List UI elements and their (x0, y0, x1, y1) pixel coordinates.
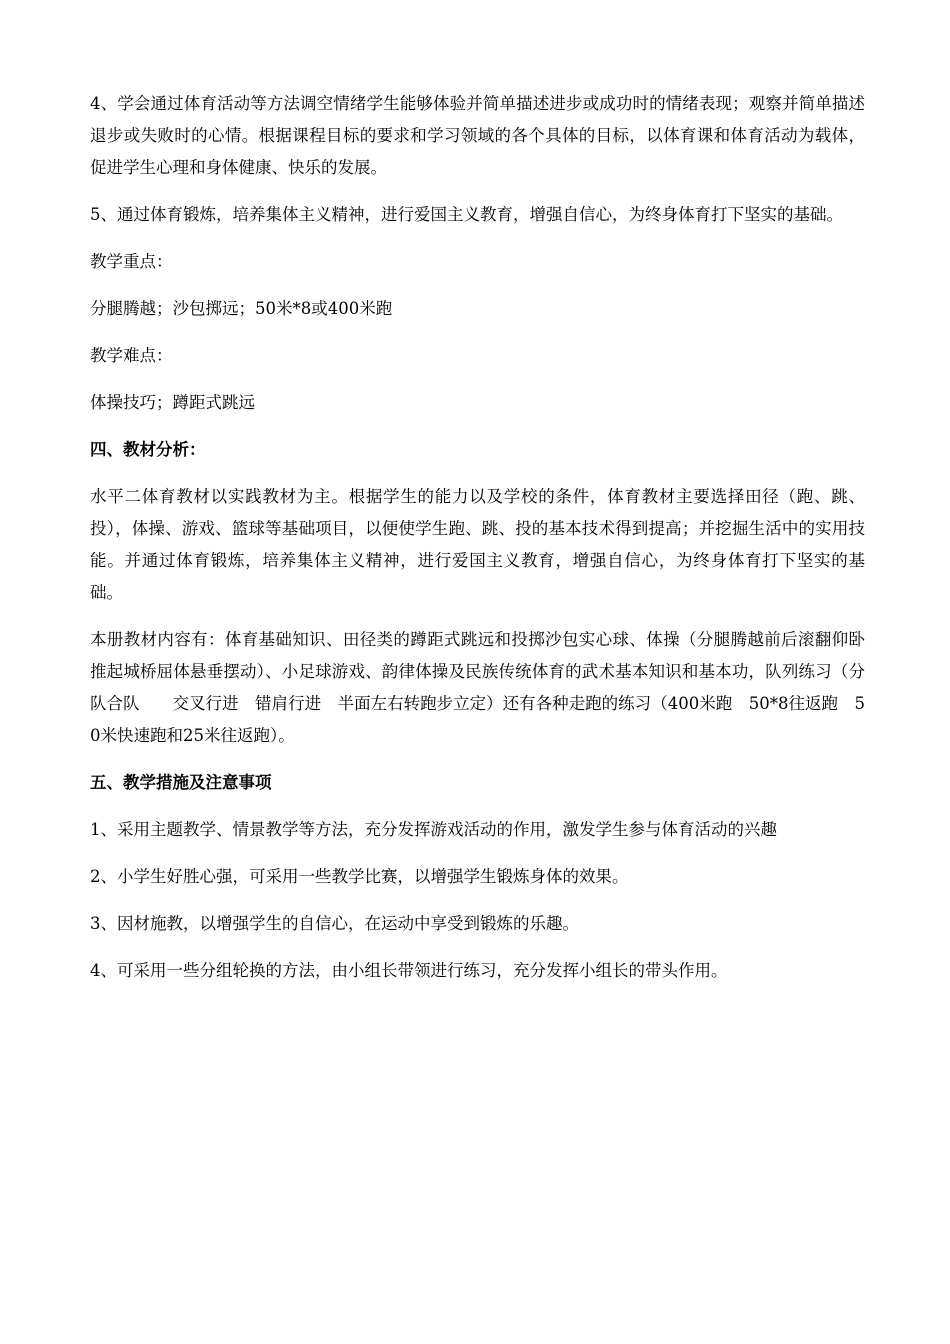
paragraph-key-points: 分腿腾越；沙包掷远；50米*8或400米跑 (90, 299, 393, 318)
label-key-points: 教学重点： (90, 252, 173, 271)
paragraph-difficulties: 体操技巧；蹲距式跳远 (90, 393, 255, 412)
paragraph-measure-2: 2、小学生好胜心强，可采用一些教学比赛，以增强学生锻炼身体的效果。 (90, 867, 629, 886)
paragraph-goal-4: 4、学会通过体育活动等方法调空情绪学生能够体验并简单描述进步或成功时的情绪表现；观察并简单描述退步或失败时的心情。根据课程目标的要求和学习领域的各个具体的目标，以体育课和体育活动为载体，促进学生心理和身体健康、快乐的发展。 (90, 94, 865, 177)
label-difficulties: 教学难点： (90, 346, 173, 365)
paragraph-material-contents: 本册教材内容有：体育基础知识、田径类的蹲距式跳远和投掷沙包实心球、体操（分腿腾越前后滚翻仰卧推起城桥屈体悬垂摆动）、小足球游戏、韵律体操及民族传统体育的武术基本知识和基本功，队列练习（分队合队 交叉行进 错肩行进 半面左右转跑步立定）还有各种走跑的练习（400米跑 50*8往返跑 50米快速跑和25米往返跑）。 (90, 630, 865, 745)
paragraph-material-overview: 水平二体育教材以实践教材为主。根据学生的能力以及学校的条件，体育教材主要选择田径（跑、跳、投），体操、游戏、篮球等基础项目，以便使学生跑、跳、投的基本技术得到提高；并挖掘生活中的实用技能。并通过体育锻炼，培养集体主义精神，进行爱国主义教育，增强自信心，为终身体育打下坚实的基础。 (90, 487, 865, 602)
paragraph-measure-3: 3、因材施教，以增强学生的自信心，在运动中享受到锻炼的乐趣。 (90, 914, 579, 933)
paragraph-measure-1: 1、采用主题教学、情景教学等方法，充分发挥游戏活动的作用，激发学生参与体育活动的兴趣 (90, 820, 777, 839)
section-heading-teaching-measures: 五、教学措施及注意事项 (90, 773, 272, 792)
paragraph-measure-4: 4、可采用一些分组轮换的方法，由小组长带领进行练习，充分发挥小组长的带头作用。 (90, 961, 728, 980)
section-heading-material-analysis: 四、教材分析： (90, 440, 206, 459)
paragraph-goal-5: 5、通过体育锻炼，培养集体主义精神，进行爱国主义教育，增强自信心，为终身体育打下坚实的基础。 (90, 205, 843, 224)
document-page (90, 88, 865, 1002)
